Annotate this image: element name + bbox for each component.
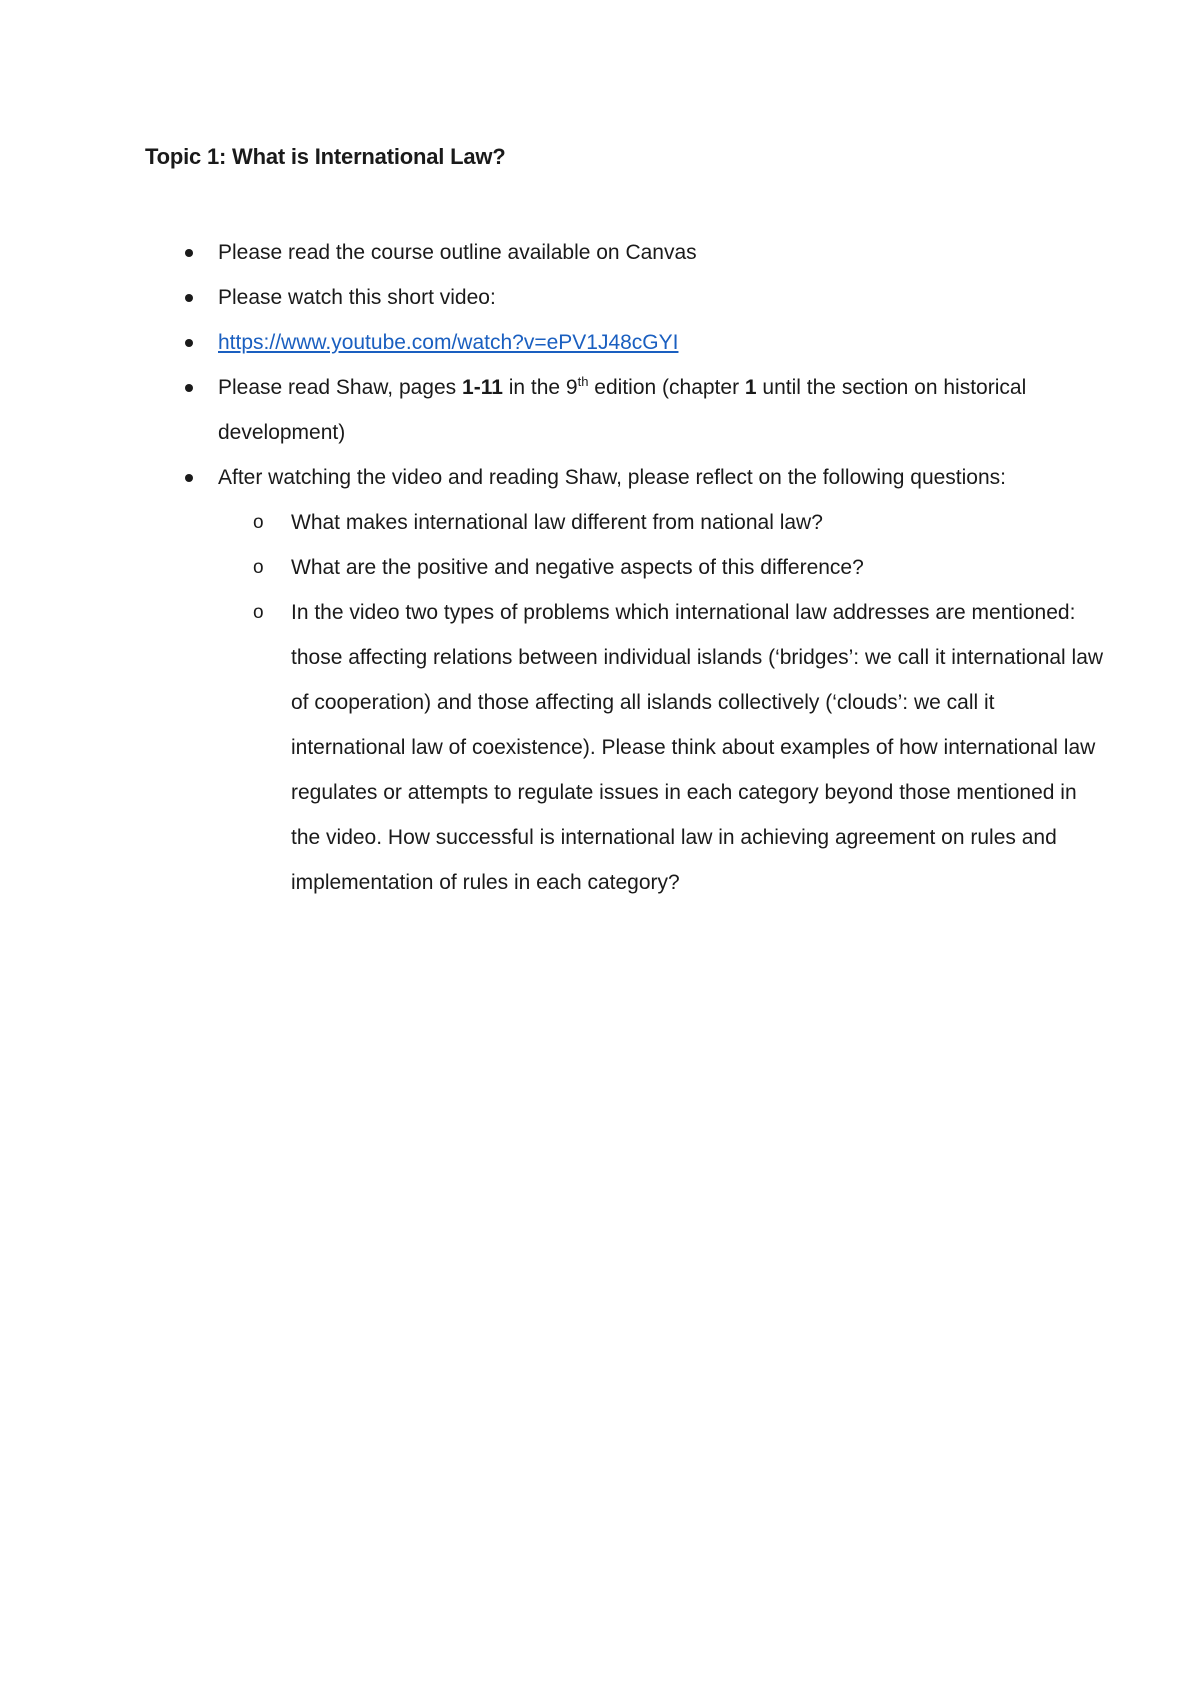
bullet-list (145, 230, 1105, 905)
shaw-edition-suffix: th (577, 374, 589, 389)
list-item-video-link (145, 320, 1105, 365)
shaw-chapter: 1 (744, 376, 757, 399)
circle-bullet-icon: o (253, 557, 264, 578)
bullet-icon (185, 384, 193, 392)
question-text: What makes international law different from national law? (291, 511, 823, 534)
question-text: What are the positive and negative aspects of this difference? (291, 556, 864, 579)
list-item-text: Please read the course outline available on Canvas (218, 241, 697, 264)
page-title: Topic 1: What is International Law? (145, 144, 506, 169)
question-item (218, 545, 1105, 590)
list-item-reflect (145, 455, 1105, 905)
bullet-icon (185, 474, 193, 482)
question-item (218, 500, 1105, 545)
question-item (218, 590, 1105, 905)
list-item-course-outline (145, 230, 1105, 275)
youtube-link[interactable]: https://www.youtube.com/watch?v=ePV1J48cGYI (218, 331, 679, 354)
list-item-read-shaw (145, 365, 1105, 455)
circle-bullet-icon: o (253, 512, 264, 533)
bullet-icon (185, 249, 193, 257)
shaw-pages: 1-11 (462, 376, 503, 399)
question-list (218, 500, 1105, 905)
shaw-text-pre: Please read Shaw, pages (218, 376, 463, 399)
shaw-text-mid: in the 9 (502, 376, 578, 399)
list-item-text: After watching the video and reading Shaw, please reflect on the following questions: (218, 466, 1007, 489)
circle-bullet-icon: o (253, 602, 264, 623)
shaw-text-mid2: edition (chapter (588, 376, 745, 399)
bullet-icon (185, 339, 193, 347)
shaw-text-post: until the section on historical development) (218, 376, 1027, 444)
bullet-icon (185, 294, 193, 302)
list-item-watch-video (145, 275, 1105, 320)
list-item-text: Please watch this short video: (218, 286, 496, 309)
question-text: In the video two types of problems which international law addresses are mentioned: those affecting relations between individual islands (‘bridges’: we call it international law of cooperation) and those affecting all islands collectively (‘clouds’: we call it international law of coexistence). Please think about examples of how international law regulates or attempts to regulate issues in each category beyond those mentioned in the video. How successful is international law in achieving agreement on rules and implementation of rules in each category? (291, 601, 1104, 894)
